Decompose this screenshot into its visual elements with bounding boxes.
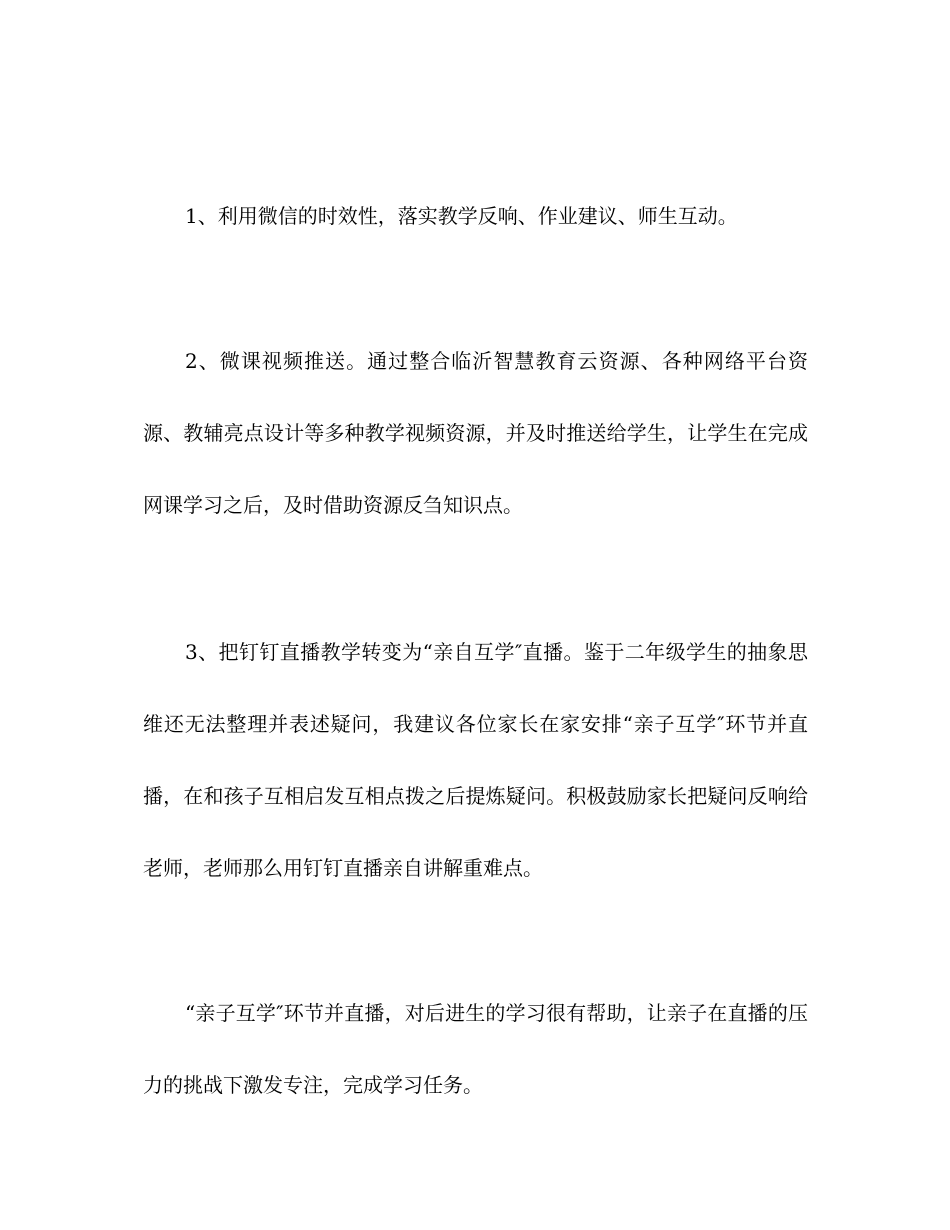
paragraph-3: 3、把钉钉直播教学转变为“亲自互学″直播。鉴于二年级学生的抽象思维还无法整理并表述疑问，我建议各位家长在家安排“亲子互学″环节并直播，在和孩子互相启发互相点拨之后提炼疑问。积极鼓励家长把疑问反响给老师，老师那么用钉钉直播亲自讲解重难点。 [143,640,808,880]
paragraph-1: 1、利用微信的时效性，落实教学反响、作业建议、师生互动。 [185,204,738,228]
paragraph-2: 2、微课视频推送。通过整合临沂智慧教育云资源、各种网络平台资源、教辅亮点设计等多种教学视频资源，并及时推送给学生，让学生在完成网课学习之后，及时借助资源反刍知识点。 [143,349,808,517]
paragraph-4: “亲子互学″环节并直播，对后进生的学习很有帮助，让亲子在直播的压力的挑战下激发专注，完成学习任务。 [143,1001,808,1097]
